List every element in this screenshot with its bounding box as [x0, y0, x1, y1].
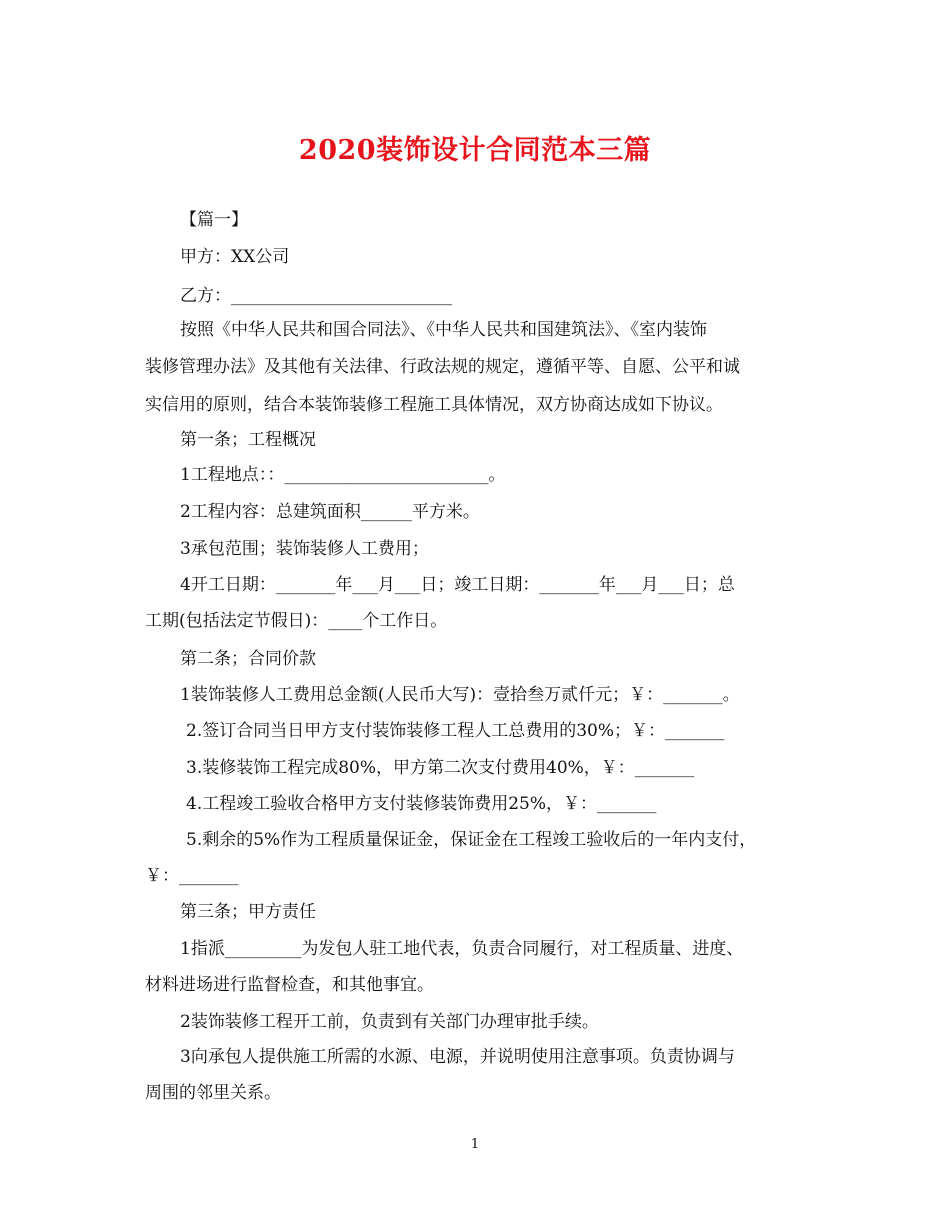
article1-item-4-line-1: 4开工日期：_______年___月___日；竣工日期：_______年___月___日；总 [180, 575, 735, 595]
preamble-line-3: 实信用的原则，结合本装饰装修工程施工具体情况，双方协商达成如下协议。 [145, 395, 723, 415]
page-number: 1 [470, 1137, 480, 1152]
article3-item-2: 2装饰装修工程开工前，负责到有关部门办理审批手续。 [180, 1012, 599, 1032]
article3-item-1-line-2: 材料进场进行监督检查，和其他事宜。 [145, 975, 434, 995]
article1-item-4-line-2: 工期(包括法定节假日)：____个工作日。 [145, 611, 448, 631]
article1-item-1: 1工程地点：：________________________。 [180, 465, 506, 485]
article2-item-2: 2.签订合同当日甲方支付装饰装修工程人工总费用的30%；￥：_______ [186, 721, 725, 741]
article2-item-4: 4.工程竣工验收合格甲方支付装修装饰费用25%，￥：_______ [186, 794, 657, 814]
party-a-line: 甲方：XX公司 [180, 247, 290, 267]
article1-item-3: 3承包范围；装饰装修人工费用； [180, 539, 429, 559]
article1-heading: 第一条；工程概况 [180, 430, 316, 450]
document-title: 2020装饰设计合同范本三篇 [298, 135, 652, 166]
article3-heading: 第三条；甲方责任 [180, 902, 316, 922]
preamble-line-2: 装修管理办法》及其他有关法律、行政法规的规定，遵循平等、自愿、公平和诚 [145, 357, 740, 377]
section-label: 【篇一】 [180, 210, 248, 230]
article2-item-5-line-1: 5.剩余的5%作为工程质量保证金，保证金在工程竣工验收后的一年内支付， [186, 830, 757, 850]
article2-item-3: 3.装修装饰工程完成80%，甲方第二次支付费用40%，￥：_______ [186, 758, 695, 778]
article3-item-3-line-1: 3向承包人提供施工所需的水源、电源，并说明使用注意事项。负责协调与 [180, 1047, 735, 1067]
article3-item-3-line-2: 周围的邻里关系。 [145, 1083, 281, 1103]
article2-item-1: 1装饰装修人工费用总金额(人民币大写)：壹拾叁万贰仟元；￥：_______。 [180, 685, 740, 705]
party-b-line: 乙方：__________________________ [180, 286, 452, 306]
preamble-line-1: 按照《中华人民共和国合同法》、《中华人民共和国建筑法》、《室内装饰 [180, 320, 707, 340]
article2-heading: 第二条；合同价款 [180, 649, 316, 669]
article1-item-2: 2工程内容：总建筑面积______平方米。 [180, 502, 480, 522]
article3-item-1-line-1: 1指派_________为发包人驻工地代表，负责合同履行，对工程质量、进度、 [180, 939, 744, 959]
article2-item-5-line-2: ￥：_______ [145, 866, 239, 886]
